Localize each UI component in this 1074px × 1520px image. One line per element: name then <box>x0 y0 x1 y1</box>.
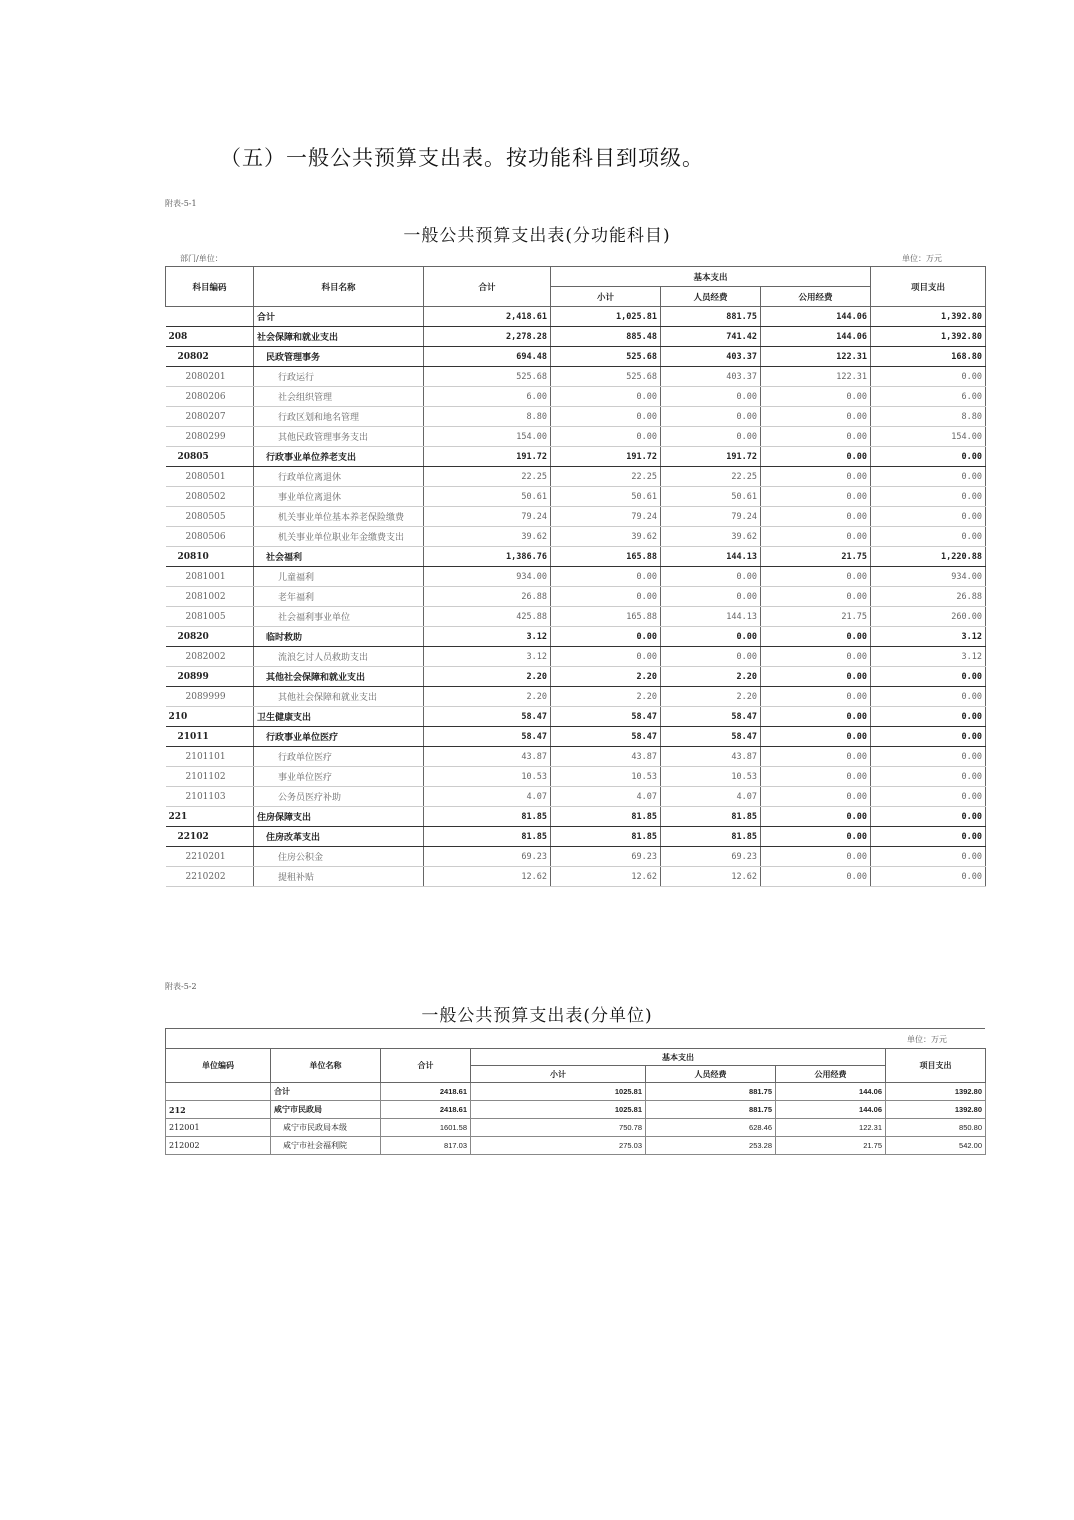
row-name: 行政单位离退休 <box>254 467 424 487</box>
row-project: 6.00 <box>871 387 986 407</box>
row-subtotal: 525.68 <box>551 347 661 367</box>
row-personnel: 144.13 <box>661 547 761 567</box>
section-heading: （五）一般公共预算支出表。按功能科目到项级。 <box>220 146 704 170</box>
row-code: 2210201 <box>166 847 254 867</box>
row-name: 咸宁市民政局本级 <box>271 1119 381 1137</box>
row-total: 69.23 <box>424 847 551 867</box>
row-personnel: 253.28 <box>646 1137 776 1155</box>
row-subtotal: 58.47 <box>551 727 661 747</box>
row-code: 2082002 <box>166 647 254 667</box>
row-personnel: 2.20 <box>661 687 761 707</box>
row-code: 212 <box>166 1101 271 1119</box>
row-code: 20899 <box>166 667 254 687</box>
row-total: 154.00 <box>424 427 551 447</box>
table2-frame-left <box>165 1028 166 1048</box>
row-name: 住房改革支出 <box>254 827 424 847</box>
table-row <box>166 627 986 647</box>
col-basic: 基本支出 <box>551 267 871 287</box>
row-subtotal: 165.88 <box>551 547 661 567</box>
row-public: 21.75 <box>776 1137 886 1155</box>
row-code: 20802 <box>166 347 254 367</box>
row-project: 542.00 <box>886 1137 986 1155</box>
row-personnel: 403.37 <box>661 347 761 367</box>
row-project: 0.00 <box>871 867 986 887</box>
row-personnel: 58.47 <box>661 707 761 727</box>
row-code: 2080501 <box>166 467 254 487</box>
row-total: 50.61 <box>424 487 551 507</box>
col2-project: 项目支出 <box>886 1049 986 1083</box>
row-public: 122.31 <box>761 347 871 367</box>
row-personnel: 881.75 <box>646 1101 776 1119</box>
row-code: 2081005 <box>166 607 254 627</box>
row-code: 20810 <box>166 547 254 567</box>
row-subtotal: 12.62 <box>551 867 661 887</box>
table-row <box>166 387 986 407</box>
col2-subtotal: 小计 <box>471 1066 646 1083</box>
table-row <box>166 487 986 507</box>
row-total: 58.47 <box>424 707 551 727</box>
row-total: 81.85 <box>424 827 551 847</box>
attach-label-2: 附表-5-2 <box>165 982 197 991</box>
col-project: 项目支出 <box>871 267 986 307</box>
row-public: 0.00 <box>761 487 871 507</box>
row-project: 0.00 <box>871 467 986 487</box>
row-project: 934.00 <box>871 567 986 587</box>
table-row <box>166 1101 986 1119</box>
row-public: 0.00 <box>761 687 871 707</box>
row-public: 0.00 <box>761 747 871 767</box>
col2-code: 单位编码 <box>166 1049 271 1083</box>
row-public: 0.00 <box>761 807 871 827</box>
row-public: 0.00 <box>761 867 871 887</box>
row-subtotal: 191.72 <box>551 447 661 467</box>
table2-title: 一般公共预算支出表(分单位) <box>421 1006 653 1026</box>
row-personnel: 81.85 <box>661 807 761 827</box>
row-personnel: 50.61 <box>661 487 761 507</box>
table-row <box>166 347 986 367</box>
col-code: 科目编码 <box>166 267 254 307</box>
table-row <box>166 747 986 767</box>
row-total: 1,386.76 <box>424 547 551 567</box>
row-subtotal: 22.25 <box>551 467 661 487</box>
row-name: 临时救助 <box>254 627 424 647</box>
table-row <box>166 447 986 467</box>
table-row <box>166 807 986 827</box>
row-project: 850.80 <box>886 1119 986 1137</box>
table-row <box>166 427 986 447</box>
row-public: 0.00 <box>761 727 871 747</box>
table-row <box>166 327 986 347</box>
row-subtotal: 50.61 <box>551 487 661 507</box>
row-name: 社会福利事业单位 <box>254 607 424 627</box>
row-subtotal: 43.87 <box>551 747 661 767</box>
row-name: 其他社会保障和就业支出 <box>254 667 424 687</box>
table-row <box>166 727 986 747</box>
table-row <box>166 647 986 667</box>
row-total: 2418.61 <box>381 1101 471 1119</box>
row-project: 0.00 <box>871 447 986 467</box>
row-name: 行政事业单位养老支出 <box>254 447 424 467</box>
row-code: 212002 <box>166 1137 271 1155</box>
table-row <box>166 827 986 847</box>
row-public: 0.00 <box>761 427 871 447</box>
table-row <box>166 547 986 567</box>
row-public: 21.75 <box>761 607 871 627</box>
row-personnel: 0.00 <box>661 427 761 447</box>
row-name: 事业单位医疗 <box>254 767 424 787</box>
row-code: 2210202 <box>166 867 254 887</box>
row-subtotal: 525.68 <box>551 367 661 387</box>
row-name: 流浪乞讨人员救助支出 <box>254 647 424 667</box>
row-name: 社会保障和就业支出 <box>254 327 424 347</box>
row-personnel: 881.75 <box>661 307 761 327</box>
row-subtotal: 165.88 <box>551 607 661 627</box>
row-total: 2,418.61 <box>424 307 551 327</box>
row-project: 3.12 <box>871 647 986 667</box>
row-project: 0.00 <box>871 507 986 527</box>
row-project: 260.00 <box>871 607 986 627</box>
row-total: 79.24 <box>424 507 551 527</box>
row-subtotal: 0.00 <box>551 387 661 407</box>
table-row <box>166 307 986 327</box>
col-name: 科目名称 <box>254 267 424 307</box>
row-personnel: 0.00 <box>661 567 761 587</box>
unit-label-1: 单位：万元 <box>902 254 942 263</box>
row-public: 0.00 <box>761 707 871 727</box>
row-personnel: 741.42 <box>661 327 761 347</box>
row-name: 儿童福利 <box>254 567 424 587</box>
row-project: 0.00 <box>871 847 986 867</box>
row-subtotal: 885.48 <box>551 327 661 347</box>
row-total: 22.25 <box>424 467 551 487</box>
row-name: 咸宁市社会福利院 <box>271 1137 381 1155</box>
row-public: 0.00 <box>761 507 871 527</box>
row-subtotal: 0.00 <box>551 407 661 427</box>
row-personnel: 0.00 <box>661 407 761 427</box>
row-total: 10.53 <box>424 767 551 787</box>
row-code <box>166 1083 271 1101</box>
unit-expense-table <box>165 1048 986 1155</box>
row-code: 20820 <box>166 627 254 647</box>
row-total: 525.68 <box>424 367 551 387</box>
col2-public: 公用经费 <box>776 1066 886 1083</box>
table-row <box>166 867 986 887</box>
table-row <box>166 567 986 587</box>
row-public: 144.06 <box>776 1101 886 1119</box>
row-public: 0.00 <box>761 627 871 647</box>
row-public: 144.06 <box>776 1083 886 1101</box>
row-code: 20805 <box>166 447 254 467</box>
row-subtotal: 81.85 <box>551 827 661 847</box>
row-total: 58.47 <box>424 727 551 747</box>
row-project: 1,392.80 <box>871 307 986 327</box>
row-total: 39.62 <box>424 527 551 547</box>
row-project: 1,392.80 <box>871 327 986 347</box>
row-public: 0.00 <box>761 847 871 867</box>
table-row <box>166 607 986 627</box>
unit-label-2: 单位：万元 <box>907 1035 947 1044</box>
row-subtotal: 58.47 <box>551 707 661 727</box>
row-project: 0.00 <box>871 807 986 827</box>
table2-frame-top <box>165 1028 985 1029</box>
row-personnel: 10.53 <box>661 767 761 787</box>
function-expense-table <box>165 266 986 887</box>
row-public: 0.00 <box>761 467 871 487</box>
row-personnel: 0.00 <box>661 587 761 607</box>
row-public: 144.06 <box>761 327 871 347</box>
row-code: 2080207 <box>166 407 254 427</box>
row-name: 公务员医疗补助 <box>254 787 424 807</box>
row-personnel: 2.20 <box>661 667 761 687</box>
table-row <box>166 1137 986 1155</box>
row-project: 0.00 <box>871 687 986 707</box>
row-name: 事业单位离退休 <box>254 487 424 507</box>
row-public: 0.00 <box>761 407 871 427</box>
row-code: 208 <box>166 327 254 347</box>
row-subtotal: 2.20 <box>551 667 661 687</box>
row-name: 住房保障支出 <box>254 807 424 827</box>
row-total: 425.88 <box>424 607 551 627</box>
row-name: 机关事业单位职业年金缴费支出 <box>254 527 424 547</box>
row-personnel: 0.00 <box>661 387 761 407</box>
row-total: 694.48 <box>424 347 551 367</box>
row-public: 0.00 <box>761 767 871 787</box>
row-name: 行政运行 <box>254 367 424 387</box>
row-project: 0.00 <box>871 827 986 847</box>
row-code: 210 <box>166 707 254 727</box>
row-name: 民政管理事务 <box>254 347 424 367</box>
row-code: 2081001 <box>166 567 254 587</box>
row-name: 老年福利 <box>254 587 424 607</box>
row-subtotal: 2.20 <box>551 687 661 707</box>
row-total: 81.85 <box>424 807 551 827</box>
row-name: 咸宁市民政局 <box>271 1101 381 1119</box>
row-project: 26.88 <box>871 587 986 607</box>
row-subtotal: 0.00 <box>551 567 661 587</box>
row-total: 43.87 <box>424 747 551 767</box>
row-public: 122.31 <box>761 367 871 387</box>
row-subtotal: 1,025.81 <box>551 307 661 327</box>
row-code: 2089999 <box>166 687 254 707</box>
row-personnel: 69.23 <box>661 847 761 867</box>
row-project: 0.00 <box>871 707 986 727</box>
row-subtotal: 79.24 <box>551 507 661 527</box>
row-project: 1,220.88 <box>871 547 986 567</box>
table-row <box>166 847 986 867</box>
row-subtotal: 1025.81 <box>471 1101 646 1119</box>
row-project: 0.00 <box>871 367 986 387</box>
row-code: 2080505 <box>166 507 254 527</box>
row-public: 0.00 <box>761 587 871 607</box>
row-code: 2080299 <box>166 427 254 447</box>
row-personnel: 81.85 <box>661 827 761 847</box>
row-total: 934.00 <box>424 567 551 587</box>
row-personnel: 12.62 <box>661 867 761 887</box>
row-name: 其他民政管理事务支出 <box>254 427 424 447</box>
row-name: 行政单位医疗 <box>254 747 424 767</box>
row-personnel: 403.37 <box>661 367 761 387</box>
table-row <box>166 1119 986 1137</box>
row-public: 144.06 <box>761 307 871 327</box>
row-personnel: 58.47 <box>661 727 761 747</box>
row-code: 22102 <box>166 827 254 847</box>
col2-total: 合计 <box>381 1049 471 1083</box>
row-subtotal: 0.00 <box>551 627 661 647</box>
table-row <box>166 527 986 547</box>
row-personnel: 39.62 <box>661 527 761 547</box>
row-public: 21.75 <box>761 547 871 567</box>
table-row <box>166 467 986 487</box>
table-row <box>166 367 986 387</box>
row-name: 卫生健康支出 <box>254 707 424 727</box>
row-public: 0.00 <box>761 787 871 807</box>
row-total: 3.12 <box>424 627 551 647</box>
row-code: 2080506 <box>166 527 254 547</box>
table-row <box>166 407 986 427</box>
row-personnel: 22.25 <box>661 467 761 487</box>
row-project: 0.00 <box>871 667 986 687</box>
row-total: 8.80 <box>424 407 551 427</box>
row-code <box>166 307 254 327</box>
row-personnel: 4.07 <box>661 787 761 807</box>
row-public: 0.00 <box>761 667 871 687</box>
col2-personnel: 人员经费 <box>646 1066 776 1083</box>
row-project: 0.00 <box>871 787 986 807</box>
row-public: 0.00 <box>761 567 871 587</box>
col-personnel: 人员经费 <box>661 287 761 307</box>
row-total: 12.62 <box>424 867 551 887</box>
table-row <box>166 587 986 607</box>
row-code: 2101103 <box>166 787 254 807</box>
col-subtotal: 小计 <box>551 287 661 307</box>
row-name: 合计 <box>271 1083 381 1101</box>
table-row <box>166 1083 986 1101</box>
row-subtotal: 0.00 <box>551 587 661 607</box>
row-total: 2,278.28 <box>424 327 551 347</box>
row-name: 住房公积金 <box>254 847 424 867</box>
dept-label: 部门/单位： <box>180 254 223 263</box>
row-project: 1392.80 <box>886 1101 986 1119</box>
row-project: 3.12 <box>871 627 986 647</box>
table-row <box>166 767 986 787</box>
row-personnel: 0.00 <box>661 647 761 667</box>
row-subtotal: 0.00 <box>551 427 661 447</box>
row-public: 0.00 <box>761 827 871 847</box>
row-code: 2101101 <box>166 747 254 767</box>
table-row <box>166 787 986 807</box>
row-project: 154.00 <box>871 427 986 447</box>
row-public: 0.00 <box>761 387 871 407</box>
row-total: 2418.61 <box>381 1083 471 1101</box>
row-subtotal: 750.78 <box>471 1119 646 1137</box>
row-total: 6.00 <box>424 387 551 407</box>
table-row <box>166 507 986 527</box>
row-personnel: 628.46 <box>646 1119 776 1137</box>
row-name: 社会组织管理 <box>254 387 424 407</box>
row-total: 1601.58 <box>381 1119 471 1137</box>
table-row <box>166 667 986 687</box>
row-name: 提租补贴 <box>254 867 424 887</box>
row-total: 2.20 <box>424 687 551 707</box>
row-project: 0.00 <box>871 747 986 767</box>
row-subtotal: 4.07 <box>551 787 661 807</box>
row-subtotal: 0.00 <box>551 647 661 667</box>
row-public: 0.00 <box>761 647 871 667</box>
row-total: 4.07 <box>424 787 551 807</box>
row-personnel: 79.24 <box>661 507 761 527</box>
row-project: 1392.80 <box>886 1083 986 1101</box>
row-total: 3.12 <box>424 647 551 667</box>
row-project: 0.00 <box>871 767 986 787</box>
row-personnel: 144.13 <box>661 607 761 627</box>
attach-label-1: 附表-5-1 <box>165 199 197 208</box>
row-subtotal: 69.23 <box>551 847 661 867</box>
row-name: 其他社会保障和就业支出 <box>254 687 424 707</box>
row-code: 2101102 <box>166 767 254 787</box>
row-code: 21011 <box>166 727 254 747</box>
table-row <box>166 707 986 727</box>
col2-name: 单位名称 <box>271 1049 381 1083</box>
row-project: 0.00 <box>871 527 986 547</box>
row-subtotal: 275.03 <box>471 1137 646 1155</box>
row-personnel: 43.87 <box>661 747 761 767</box>
col-total: 合计 <box>424 267 551 307</box>
row-subtotal: 81.85 <box>551 807 661 827</box>
row-name: 行政区划和地名管理 <box>254 407 424 427</box>
row-public: 122.31 <box>776 1119 886 1137</box>
row-personnel: 191.72 <box>661 447 761 467</box>
row-name: 机关事业单位基本养老保险缴费 <box>254 507 424 527</box>
row-project: 168.80 <box>871 347 986 367</box>
col-public: 公用经费 <box>761 287 871 307</box>
row-public: 0.00 <box>761 447 871 467</box>
row-name: 合计 <box>254 307 424 327</box>
row-project: 0.00 <box>871 727 986 747</box>
row-total: 817.03 <box>381 1137 471 1155</box>
row-code: 2080201 <box>166 367 254 387</box>
row-code: 221 <box>166 807 254 827</box>
row-total: 26.88 <box>424 587 551 607</box>
col2-basic: 基本支出 <box>471 1049 886 1066</box>
row-code: 2080206 <box>166 387 254 407</box>
row-name: 行政事业单位医疗 <box>254 727 424 747</box>
row-personnel: 0.00 <box>661 627 761 647</box>
row-project: 8.80 <box>871 407 986 427</box>
table1-title: 一般公共预算支出表(分功能科目) <box>403 226 671 246</box>
row-code: 212001 <box>166 1119 271 1137</box>
row-subtotal: 10.53 <box>551 767 661 787</box>
row-project: 0.00 <box>871 487 986 507</box>
row-public: 0.00 <box>761 527 871 547</box>
row-total: 2.20 <box>424 667 551 687</box>
row-subtotal: 39.62 <box>551 527 661 547</box>
row-code: 2081002 <box>166 587 254 607</box>
row-total: 191.72 <box>424 447 551 467</box>
row-code: 2080502 <box>166 487 254 507</box>
table-row <box>166 687 986 707</box>
row-subtotal: 1025.81 <box>471 1083 646 1101</box>
row-personnel: 881.75 <box>646 1083 776 1101</box>
row-name: 社会福利 <box>254 547 424 567</box>
